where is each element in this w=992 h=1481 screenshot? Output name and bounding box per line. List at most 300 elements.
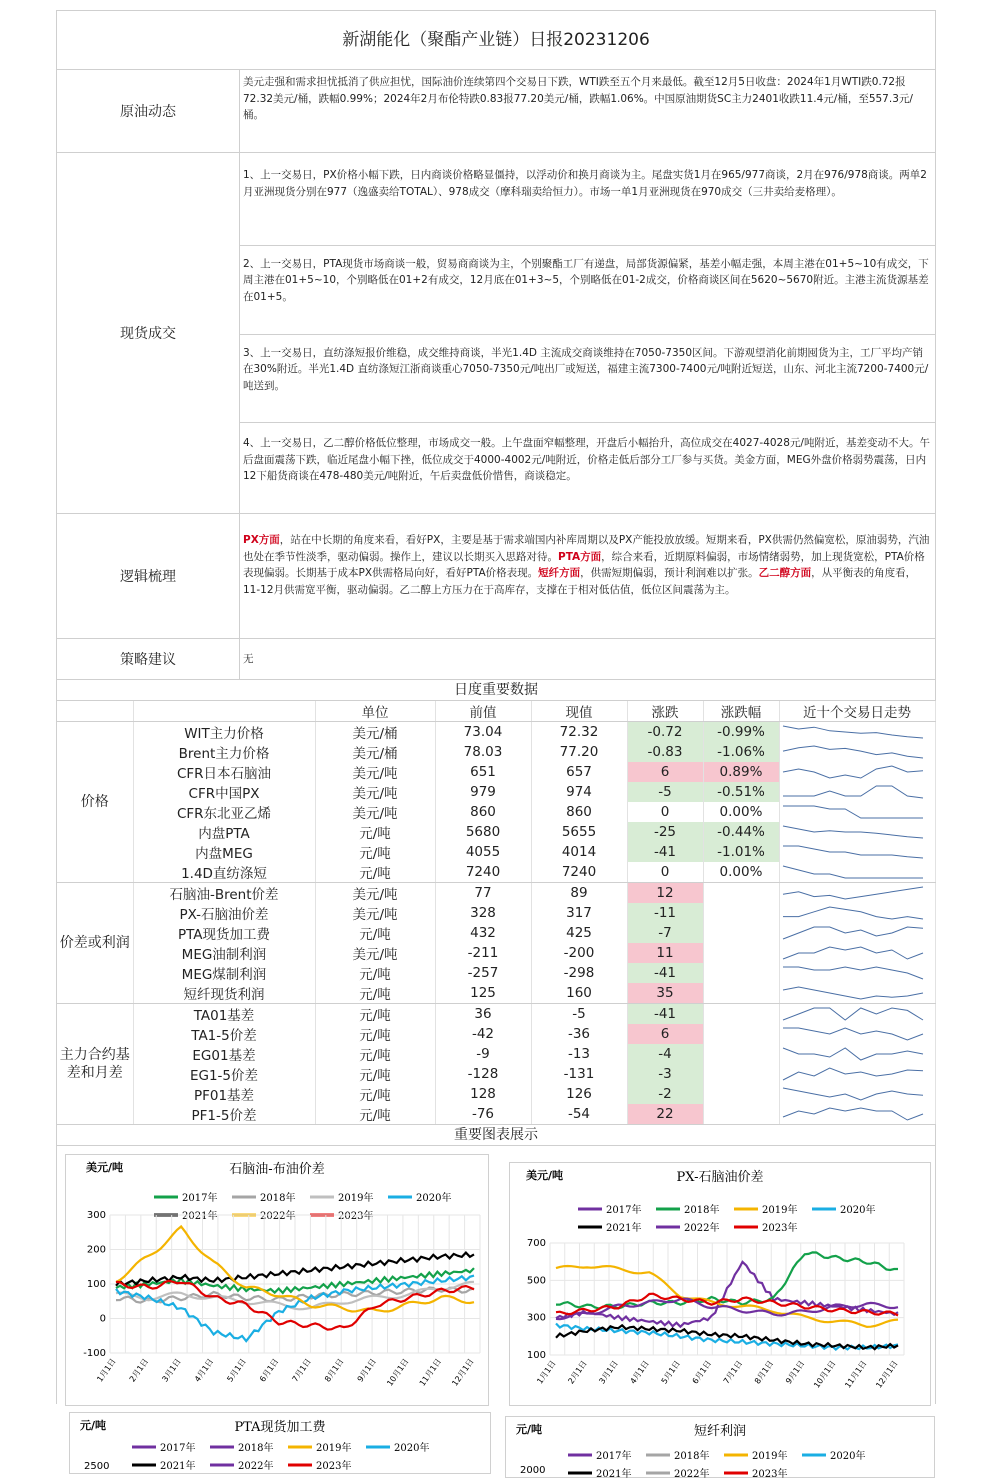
legend-label: 2023年 — [316, 1461, 352, 1472]
sparkline — [780, 783, 926, 801]
row-prev: 328 — [435, 903, 531, 923]
table-row — [57, 822, 935, 842]
row-pct: -0.44% — [703, 822, 779, 842]
x-tick-label: 6月1日 — [690, 1358, 714, 1386]
report-page — [56, 10, 936, 1480]
y-tick-label: 200 — [86, 1244, 106, 1256]
chart-svg — [510, 1163, 930, 1405]
row-pct — [703, 883, 779, 904]
row-trend — [779, 963, 935, 983]
header-blank-group — [57, 701, 133, 722]
table-row — [57, 983, 935, 1004]
row-pct: 0.89% — [703, 762, 779, 782]
y-tick-label: 0 — [99, 1313, 106, 1325]
sparkline-path — [783, 806, 923, 818]
row-unit: 元/吨 — [315, 1004, 435, 1025]
legend-label: 2017年 — [182, 1193, 218, 1204]
row-name: CFR中国PX — [133, 782, 315, 802]
row-name: PTA现货加工费 — [133, 923, 315, 943]
row-unit: 元/吨 — [315, 923, 435, 943]
row-pct: -1.06% — [703, 742, 779, 762]
row-chg: 6 — [627, 1024, 703, 1044]
row-prev: -128 — [435, 1064, 531, 1084]
table-row — [57, 1024, 935, 1044]
row-chg: -41 — [627, 1004, 703, 1025]
table-row — [57, 862, 935, 883]
y-tick-label: 2000 — [520, 1465, 546, 1476]
sparkline-path — [783, 726, 923, 738]
sparkline — [780, 743, 926, 761]
strategy-text: 无 — [243, 653, 254, 666]
sparkline-path — [783, 846, 923, 858]
x-tick-label: 10月1日 — [385, 1356, 411, 1388]
chart-svg — [70, 1413, 490, 1473]
row-chg: 11 — [627, 943, 703, 963]
crude-label: 原油动态 — [57, 70, 240, 152]
logic-label: 逻辑梳理 — [57, 514, 240, 638]
chart-svg — [66, 1155, 488, 1405]
row-unit: 美元/吨 — [315, 883, 435, 904]
row-name: 内盘MEG — [133, 842, 315, 862]
legend-label: 2018年 — [260, 1193, 296, 1204]
legend-label: 2021年 — [160, 1461, 196, 1472]
legend-label: 2020年 — [840, 1205, 876, 1216]
row-chg: -7 — [627, 923, 703, 943]
sparkline — [780, 1045, 926, 1063]
table-row — [57, 943, 935, 963]
row-trend — [779, 862, 935, 883]
row-prev: -42 — [435, 1024, 531, 1044]
row-chg: 0 — [627, 862, 703, 883]
sparkline-path — [783, 987, 923, 999]
row-cur: 7240 — [531, 862, 627, 883]
header-chg: 涨跌 — [627, 701, 703, 722]
row-cur: 425 — [531, 923, 627, 943]
row-trend — [779, 923, 935, 943]
row-pct — [703, 963, 779, 983]
table-row — [57, 923, 935, 943]
row-name: CFR日本石脑油 — [133, 762, 315, 782]
row-chg: -11 — [627, 903, 703, 923]
sparkline — [780, 904, 926, 922]
header-trend: 近十个交易日走势 — [779, 701, 935, 722]
legend-label: 2020年 — [416, 1193, 452, 1204]
charts-band: 重要图表展示 — [57, 1125, 935, 1146]
x-tick-label: 7月1日 — [290, 1356, 313, 1384]
row-cur: 126 — [531, 1084, 627, 1104]
chart-pta-processing — [69, 1412, 491, 1474]
row-trend — [779, 1004, 935, 1025]
row-name: MEG油制利润 — [133, 943, 315, 963]
logic-text — [240, 514, 935, 601]
legend-label: 2017年 — [596, 1451, 632, 1462]
legend-label: 2018年 — [238, 1443, 274, 1454]
row-pct — [703, 1044, 779, 1064]
row-name: PF1-5价差 — [133, 1104, 315, 1125]
legend-label: 2019年 — [762, 1205, 798, 1216]
legend-label: 2018年 — [684, 1205, 720, 1216]
strategy-section — [57, 639, 935, 680]
sparkline-path — [783, 786, 923, 798]
row-prev: 7240 — [435, 862, 531, 883]
sparkline — [780, 984, 926, 1002]
table-row — [57, 742, 935, 762]
row-prev: 5680 — [435, 822, 531, 842]
row-name: 内盘PTA — [133, 822, 315, 842]
row-cur: 860 — [531, 802, 627, 822]
sparkline-path — [783, 866, 923, 878]
row-name: PX-石脑油价差 — [133, 903, 315, 923]
row-pct: 0.00% — [703, 862, 779, 883]
y-tick-label: 2500 — [84, 1461, 110, 1472]
row-chg: -2 — [627, 1084, 703, 1104]
table-row — [57, 782, 935, 802]
header-cur: 现值 — [531, 701, 627, 722]
row-name: 短纤现货利润 — [133, 983, 315, 1004]
pta-text: ，综合来看，近期原料偏弱，市场情绪弱势，加上现货宽松，PTA价格表现偏弱。长期基于成本PX供需格局向好，看好PTA价格表现。 — [243, 550, 925, 579]
chart-px-naphtha — [509, 1162, 931, 1406]
y-tick-label: 100 — [526, 1350, 546, 1361]
x-tick-label: 12月1日 — [874, 1358, 900, 1390]
row-prev: -257 — [435, 963, 531, 983]
row-prev: 77 — [435, 883, 531, 904]
row-name: CFR东北亚乙烯 — [133, 802, 315, 822]
x-tick-label: 3月1日 — [160, 1356, 183, 1384]
x-tick-label: 4月1日 — [628, 1358, 651, 1386]
header-pct: 涨跌幅 — [703, 701, 779, 722]
x-tick-label: 5月1日 — [659, 1358, 683, 1386]
sparkline-path — [783, 1088, 923, 1100]
row-cur: -298 — [531, 963, 627, 983]
row-unit: 元/吨 — [315, 862, 435, 883]
group-label: 主力合约基差和月差 — [57, 1004, 133, 1125]
row-name: Brent主力价格 — [133, 742, 315, 762]
sparkline — [780, 1085, 926, 1103]
row-pct: -1.01% — [703, 842, 779, 862]
x-tick-label: 8月1日 — [323, 1356, 346, 1384]
sparkline-path — [783, 766, 923, 778]
row-name: TA01基差 — [133, 1004, 315, 1025]
row-cur: -200 — [531, 943, 627, 963]
row-cur: 317 — [531, 903, 627, 923]
x-tick-label: 9月1日 — [783, 1358, 807, 1386]
legend-label: 2023年 — [752, 1469, 788, 1480]
row-cur: 77.20 — [531, 742, 627, 762]
y-tick-label: 100 — [86, 1279, 106, 1290]
legend-label: 2022年 — [238, 1461, 274, 1472]
row-chg: -41 — [627, 842, 703, 862]
row-prev: -9 — [435, 1044, 531, 1064]
row-chg: -41 — [627, 963, 703, 983]
row-unit: 元/吨 — [315, 983, 435, 1004]
row-pct: -0.51% — [703, 782, 779, 802]
y-tick-label: 300 — [526, 1312, 546, 1324]
sparkline-path — [783, 826, 923, 838]
group-label: 价格 — [57, 722, 133, 883]
row-chg: -0.72 — [627, 722, 703, 743]
row-name: 石脑油-Brent价差 — [133, 883, 315, 904]
row-cur: 974 — [531, 782, 627, 802]
sparkline — [780, 1025, 926, 1043]
row-trend — [779, 983, 935, 1004]
row-chg: -3 — [627, 1064, 703, 1084]
x-tick-label: 6月1日 — [257, 1356, 281, 1384]
row-cur: 4014 — [531, 842, 627, 862]
row-cur: -13 — [531, 1044, 627, 1064]
row-trend — [779, 903, 935, 923]
table-row — [57, 883, 935, 904]
row-unit: 元/吨 — [315, 1084, 435, 1104]
row-trend — [779, 1104, 935, 1125]
row-name: PF01基差 — [133, 1084, 315, 1104]
row-trend — [779, 1084, 935, 1104]
table-row — [57, 1004, 935, 1025]
legend-label: 2021年 — [606, 1223, 642, 1234]
row-prev: 979 — [435, 782, 531, 802]
x-tick-label: 5月1日 — [225, 1356, 248, 1384]
sparkline-path — [783, 947, 923, 959]
sparkline — [780, 1065, 926, 1083]
sparkline — [780, 944, 926, 962]
row-chg: -25 — [627, 822, 703, 842]
row-unit: 元/吨 — [315, 1064, 435, 1084]
row-chg: 0 — [627, 802, 703, 822]
row-trend — [779, 802, 935, 822]
row-prev: 860 — [435, 802, 531, 822]
table-row — [57, 722, 935, 743]
report-title: 新湖能化（聚酯产业链）日报20231206 — [57, 11, 935, 70]
sparkline — [780, 924, 926, 942]
row-unit: 元/吨 — [315, 963, 435, 983]
row-name: MEG煤制利润 — [133, 963, 315, 983]
x-tick-label: 11月1日 — [843, 1358, 869, 1390]
y-tick-label: -100 — [83, 1348, 106, 1359]
row-pct: -0.99% — [703, 722, 779, 743]
legend-label: 2020年 — [830, 1451, 866, 1462]
spot-para-3: 3、上一交易日，直纺涤短报价维稳，成交维持商谈，半光1.4D 主流成交商谈维持在7050-7350区间。下游观望消化前期囤货为主，工厂平均产销在30%附近。半光1.4D 直纺涤短江浙商谈重心7050-7350元/吨出厂或短送，福建主流7300-7400元/吨附近短送，山东、河北主流7200-7400元/吨送到。 — [240, 334, 935, 423]
row-name: WIT主力价格 — [133, 722, 315, 743]
row-prev: -211 — [435, 943, 531, 963]
row-unit: 美元/吨 — [315, 782, 435, 802]
row-unit: 元/吨 — [315, 1104, 435, 1125]
row-cur: 160 — [531, 983, 627, 1004]
legend-label: 2022年 — [260, 1211, 296, 1222]
x-tick-label: 8月1日 — [752, 1358, 776, 1386]
pf-heading: 短纤方面 — [538, 567, 581, 579]
row-chg: 35 — [627, 983, 703, 1004]
sparkline-path — [783, 967, 923, 979]
sparkline — [780, 884, 926, 902]
sparkline-path — [783, 907, 923, 919]
row-trend — [779, 742, 935, 762]
row-pct — [703, 943, 779, 963]
row-cur: -5 — [531, 1004, 627, 1025]
sparkline — [780, 723, 926, 741]
row-chg: -5 — [627, 782, 703, 802]
row-chg: -0.83 — [627, 742, 703, 762]
table-row — [57, 842, 935, 862]
logic-section — [57, 514, 935, 639]
sparkline-path — [783, 927, 923, 939]
px-heading: PX方面 — [243, 534, 280, 546]
row-trend — [779, 1064, 935, 1084]
row-cur: -54 — [531, 1104, 627, 1125]
table-row — [57, 963, 935, 983]
row-prev: 651 — [435, 762, 531, 782]
row-pct — [703, 903, 779, 923]
row-unit: 元/吨 — [315, 842, 435, 862]
row-trend — [779, 943, 935, 963]
row-trend — [779, 762, 935, 782]
row-pct — [703, 923, 779, 943]
eg-heading: 乙二醇方面 — [758, 567, 812, 579]
header-unit: 单位 — [315, 701, 435, 722]
row-unit: 美元/吨 — [315, 762, 435, 782]
sparkline — [780, 823, 926, 841]
row-trend — [779, 822, 935, 842]
row-name: EG1-5价差 — [133, 1064, 315, 1084]
sparkline-path — [783, 1028, 923, 1040]
legend-label: 2022年 — [674, 1469, 710, 1480]
legend-label: 2021年 — [182, 1211, 218, 1222]
spot-section — [57, 153, 935, 514]
header-prev: 前值 — [435, 701, 531, 722]
row-prev: 4055 — [435, 842, 531, 862]
row-prev: 78.03 — [435, 742, 531, 762]
eg-text: ，从平衡表的角度看，11-12月供需宽平衡，驱动偏弱。乙二醇上方压力在于高库存，支撑在于相对低估值，低位区间震荡为主。 — [243, 567, 917, 596]
chart-title: 短纤利润 — [693, 1424, 747, 1439]
chart-svg — [506, 1417, 934, 1480]
row-pct — [703, 1104, 779, 1125]
header-blank-name — [133, 701, 315, 722]
row-chg: 22 — [627, 1104, 703, 1125]
sparkline-path — [783, 1048, 923, 1060]
group-label: 价差或利润 — [57, 883, 133, 1004]
strategy-label: 策略建议 — [57, 639, 240, 679]
spot-para-2: 2、上一交易日，PTA现货市场商谈一般，贸易商商谈为主，个别聚酯工厂有递盘，局部货源偏紧，基差小幅走强，本周主港在01+5~10有成交，下周主港在01+5~10，个别略低在01+2有成交，12月底在01+3~5，个别略低在01-2成交，价格商谈区间在5620~5670附近。主港主流货源基差在01+5。 — [240, 245, 935, 334]
row-name: TA1-5价差 — [133, 1024, 315, 1044]
spot-label: 现货成交 — [57, 153, 240, 513]
row-unit: 美元/桶 — [315, 722, 435, 743]
x-tick-label: 4月1日 — [192, 1356, 216, 1384]
legend-label: 2019年 — [316, 1443, 352, 1454]
chart-title: PX-石脑油价差 — [676, 1170, 764, 1185]
sparkline — [780, 843, 926, 861]
px-text: ，站在中长期的角度来看，看好PX，主要是基于需求端国内补库周期以及PX产能投放放缓。短期来看，PX供需仍然偏宽松，原油弱势，汽油也处在季节性淡季，驱动偏弱。操作上，建议以长期买入思路对待。 — [243, 534, 930, 563]
row-prev: 128 — [435, 1084, 531, 1104]
table-row — [57, 802, 935, 822]
row-pct — [703, 1024, 779, 1044]
row-cur: 89 — [531, 883, 627, 904]
row-trend — [779, 782, 935, 802]
row-chg: 12 — [627, 883, 703, 904]
sparkline-path — [783, 746, 923, 758]
legend-label: 2022年 — [684, 1223, 720, 1234]
row-trend — [779, 722, 935, 743]
row-trend — [779, 842, 935, 862]
x-tick-label: 11月1日 — [417, 1356, 444, 1388]
row-pct — [703, 1084, 779, 1104]
legend-label: 2019年 — [752, 1451, 788, 1462]
table-body — [57, 722, 935, 1125]
row-cur: 5655 — [531, 822, 627, 842]
row-cur: 657 — [531, 762, 627, 782]
legend-label: 2023年 — [338, 1211, 374, 1222]
table-row — [57, 762, 935, 782]
table-row — [57, 1064, 935, 1084]
row-name: EG01基差 — [133, 1044, 315, 1064]
sparkline — [780, 1105, 926, 1123]
chart-naphtha-brent — [65, 1154, 489, 1406]
y-tick-label: 500 — [526, 1275, 546, 1287]
table-row — [57, 1104, 935, 1125]
legend-label: 2017年 — [606, 1205, 642, 1216]
sparkline — [780, 863, 926, 881]
x-tick-label: 12月1日 — [450, 1356, 476, 1388]
daily-data-table — [57, 701, 936, 1125]
sparkline — [780, 763, 926, 781]
spot-para-4: 4、上一交易日，乙二醇价格低位整理，市场成交一般。上午盘面窄幅整理，开盘后小幅抬升，高位成交在4027-4028元/吨附近，基差变动不大。午后盘面震荡下跌，临近尾盘小幅下挫，低位成交于4000-4002元/吨附近，价格走低后部分工厂参与买货。美金方面，MEG外盘价格弱势震荡，日内12下船货商谈在478-480美元/吨附近，午后卖盘低价惜售，商谈稳定。 — [240, 422, 935, 513]
row-unit: 美元/吨 — [315, 802, 435, 822]
sparkline-path — [783, 1108, 923, 1120]
spot-para-1: 1、上一交易日，PX价格小幅下跌，日内商谈价格略显僵持，以浮动价和换月商谈为主。尾盘实货1月在965/977商谈，2月在976/978商谈。两单2月亚洲现货分别在977（逸盛卖给TOTAL）、978成交（摩科瑞卖给恒力）。市场一单1月亚洲现货在970成交（三井卖给麦格理）。 — [243, 169, 927, 198]
legend-label: 2023年 — [762, 1223, 798, 1234]
x-tick-label: 9月1日 — [355, 1356, 379, 1384]
row-unit: 元/吨 — [315, 822, 435, 842]
sparkline — [780, 1005, 926, 1023]
row-prev: -76 — [435, 1104, 531, 1125]
row-prev: 125 — [435, 983, 531, 1004]
x-tick-label: 7月1日 — [721, 1358, 745, 1386]
sparkline — [780, 803, 926, 821]
legend-label: 2017年 — [160, 1443, 196, 1454]
row-prev: 36 — [435, 1004, 531, 1025]
x-tick-label: 1月1日 — [535, 1358, 558, 1386]
row-pct: 0.00% — [703, 802, 779, 822]
row-chg: 6 — [627, 762, 703, 782]
chart-ylabel: 元/吨 — [80, 1419, 107, 1432]
x-tick-label: 1月1日 — [95, 1356, 118, 1384]
chart-title: 石脑油-布油价差 — [229, 1162, 325, 1177]
legend-label: 2020年 — [394, 1443, 430, 1454]
row-cur: -131 — [531, 1064, 627, 1084]
table-row — [57, 903, 935, 923]
row-cur: -36 — [531, 1024, 627, 1044]
legend-label: 2018年 — [674, 1451, 710, 1462]
table-row — [57, 1084, 935, 1104]
pf-text: ，供需短期偏弱，预计利润难以扩张。 — [580, 567, 759, 579]
row-trend — [779, 1024, 935, 1044]
x-tick-label: 2月1日 — [566, 1358, 589, 1386]
chart-ylabel: 元/吨 — [516, 1423, 543, 1436]
legend-label: 2019年 — [338, 1193, 374, 1204]
crude-section — [57, 70, 935, 153]
chart-title: PTA现货加工费 — [234, 1420, 326, 1435]
pta-heading: PTA方面 — [558, 550, 602, 563]
row-cur: 72.32 — [531, 722, 627, 743]
row-pct — [703, 1064, 779, 1084]
legend-label: 2021年 — [596, 1469, 632, 1480]
charts-area — [57, 1146, 935, 1480]
sparkline-path — [783, 887, 923, 899]
row-prev: 73.04 — [435, 722, 531, 743]
table-header-row — [57, 701, 935, 722]
y-tick-label: 700 — [526, 1238, 546, 1249]
sparkline-path — [783, 1008, 923, 1020]
row-pct — [703, 983, 779, 1004]
crude-text: 美元走强和需求担忧抵消了供应担忧，国际油价连续第四个交易日下跌，WTI跌至五个月来最低。截至12月5日收盘：2024年1月WTI跌0.72报72.32美元/桶，跌幅0.99%；2024年2月布伦特跌0.83报77.20美元/桶，跌幅1.06%。中国原油期货SC主力2401收跌11.4元/桶，至557.3元/桶。 — [243, 76, 913, 121]
daily-data-band: 日度重要数据 — [57, 680, 935, 701]
